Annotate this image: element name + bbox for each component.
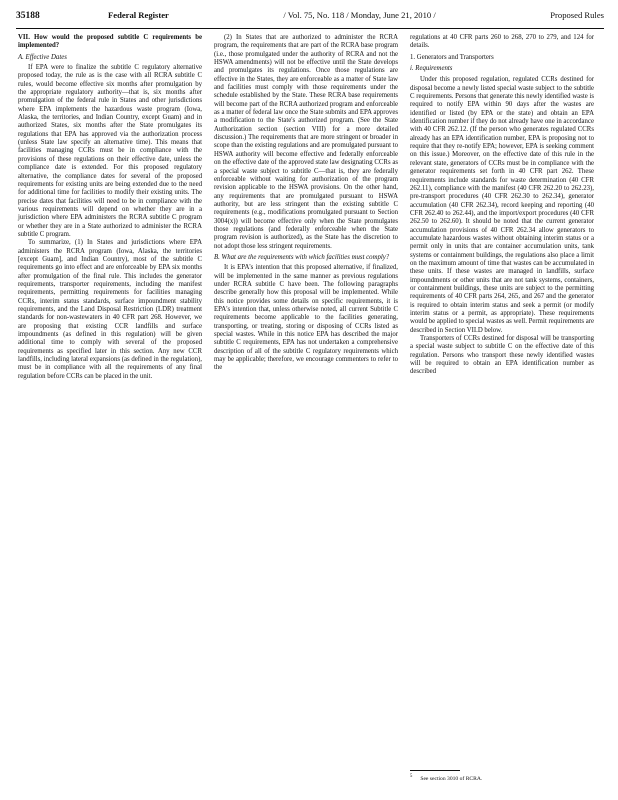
paragraph: (2) In States that are authorized to administer the RCRA program, the requirements that are part of the RCRA base program (i.e., those promulgated under the authority of RCRA and not the HSWA amendments) will not be effective until the State develops and promulgates its regulations. Once those regulations are effective in the States, they are enforceable as a matter of State law and facilities must comply with those requirements under the schedule established by the State. These RCRA base requirements will become part of the RCRA authorized program and enforceable as a matter of federal law once the State submits and EPA approves a modification to the State's authorized program. (See the State Authorization section (section VIII) for a more detailed discussion.) The requirements that are more stringent or broader in scope than the existing regulations and are promulgated pursuant to HSWA authority will become effective and federally enforceable on the effective date of the approved state law designating CCRs as a special waste subject to subtitle C—that is, they are federally enforceable without waiting for authorization of the program revision applicable to the HSWA provisions. On the other hand, any requirements that are promulgated pursuant to HSWA authority, but are less stringent than the existing subtitle C requirements (e.g., modifications promulgated pursuant to Section 3004(x)) will become effective only when the State promulgates those regulations (and federally enforceable when the State program revision is authorized), as the State has the discretion to not adopt those less stringent requirements. [214, 34, 398, 250]
footnote-marker: 5 [410, 774, 413, 779]
page-number: 35188 [16, 11, 40, 21]
header-rule [16, 28, 604, 29]
journal-name: Federal Register [108, 10, 169, 20]
page-header [16, 10, 604, 26]
paragraph: Under this proposed regulation, regulated CCRs destined for disposal become a newly listed special waste subject to the subtitle C requirements. Persons that generate this newly identified waste is required to notify EPA within 90 days after the wastes are identified or listed (by EPA or the state) and obtain an EPA identification number if they do not already have one in accordance with 40 CFR 262.12. (If the person who generates regulated CCRs already has an EPA identification number, EPA is proposing not to require that they re-notify EPA; however, EPA is seeking comment on this issue.) Moreover, on the effective date of this rule in the relevant state, generators of CCRs must be in compliance with the generator requirements set forth in 40 CFR part 262. These requirements include standards for waste determination (40 CFR 262.11), compliance with the manifest (40 CFR 262.20 to 262.23), pre-transport procedures (40 CFR 262.30 to 262.34), generator accumulation (40 CFR 262.34), record keeping and reporting (40 CFR 262.40 to 262.44), and the import/export procedures (40 CFR 262.50 to 262.60). It should be noted that the current generator accumulation provisions of 40 CFR 262.34 allow generators to accumulate hazardous wastes without obtaining interim status or a permit only in units that are container accumulation units, tank systems or containment buildings, the regulations also place a limit on the maximum amount of time that wastes can be accumulated in these units. If these wastes are managed in landfills, surface impoundments or other units that are not tank systems, containers, or containment buildings, these units are subject to the permitting requirements of 40 CFR parts 264, 265, and 267 and the generator is required to obtain interim status and seek a permit (or modify interim status or a permit, as appropriate). These requirements would be applied to special wastes as well. Permit requirements are described in Section VII.D below. [410, 76, 594, 334]
paragraph: If EPA were to finalize the subtitle C regulatory alternative proposed today, the rule as is the case with all RCRA subtitle C rules, would become effective six months after promulgation by the appropriate regulatory authority—that is, six months after promulgation of the federal rule in States and other jurisdictions where EPA implements the hazardous waste program (Iowa, Alaska, the territories, and Indian Country, except Guam) and in authorized States, six months after the State promulgates its regulations that EPA has approved via the authorization process (unless State law specify an alternative time). This means that facilities managing CCRs must be in compliance with the provisions of these regulations on their effective date, unless the compliance date is extended. For this proposed regulatory alternative, the compliance dates for several of the proposed requirements for existing units are being extended due to the need for additional time for facilities to modify their existing units. The precise dates that facilities will need to be in compliance with the various requirements will depend on whether they are in a jurisdiction where EPA administers the RCRA subtitle C program or whether they are in a State authorized to administer the RCRA subtitle C program. [18, 64, 202, 238]
running-head [108, 10, 604, 20]
footnote-text: See section 3010 of RCRA. [420, 775, 483, 782]
paragraph: It is EPA's intention that this proposed alternative, if finalized, will be implemented in the same manner as previous regulations under RCRA subtitle C have been. The following paragraphs describe generally how this proposal will be implemented. While this notice provides some details on specific requirements, it is EPA's intention that, unless otherwise noted, all current Subtitle C requirements become applicable to the facilities generating, transporting, or treating, storing or disposing of CCRs listed as special wastes. While in this notice EPA has described the major subtitle C requirements, EPA has not undertaken a comprehensive description of all of the subtitle C regulatory requirements which may be applicable; therefore, we encourage commenters to refer to the [214, 264, 398, 372]
column-1 [18, 34, 202, 381]
paragraph: regulations at 40 CFR parts 260 to 268, 270 to 279, and 124 for details. [410, 34, 594, 50]
paragraph: Transporters of CCRs destined for disposal will be transporting a special waste subject to subtitle C on the effective date of this regulation. Persons who transport these newly identified wastes will be required to obtain an EPA identification number as described [410, 335, 594, 376]
column-3 [410, 34, 594, 377]
subsection-heading-requirements: B. What are the requirements with which facilities must comply? [214, 253, 390, 261]
footnote-rule [410, 770, 460, 771]
subsection-heading-effective-dates: A. Effective Dates [18, 53, 67, 61]
subsection-heading-requirements-i: i. Requirements [410, 65, 453, 73]
issue-info: / Vol. 75, No. 118 / Monday, June 21, 2010 / [283, 10, 436, 20]
paragraph: To summarize, (1) In States and jurisdictions where EPA administers the RCRA program (Iowa, Alaska, the territories [except Guam], and Indian Country), most of the subtitle C requirements go into effect and are enforceable by EPA six months after promulgation of the final rule. This includes the generator requirements, transporter requirements, including the manifest requirements, permitting requirements for facilities managing CCRs, interim status standards, surface impoundment stability requirements, and the Land Disposal Restriction (LDR) treatment standards for non-wastewaters in 40 CFR part 268. However, we are proposing that existing CCR landfills and surface impoundments (as defined in this regulation) will be given additional time to comply with several of the proposed requirements as specified later in this section. Any new CCR landfills, including lateral expansions (as defined in the regulation), must be in compliance with all the requirements of any final regulation before CCRs can be placed in the unit. [18, 239, 202, 380]
section-name: Proposed Rules [550, 10, 604, 20]
section-heading: VII. How would the proposed subtitle C requirements be implemented? [18, 34, 202, 50]
column-2 [214, 34, 398, 373]
subsection-heading-generators: 1. Generators and Transporters [410, 53, 494, 61]
footnote [410, 770, 594, 782]
